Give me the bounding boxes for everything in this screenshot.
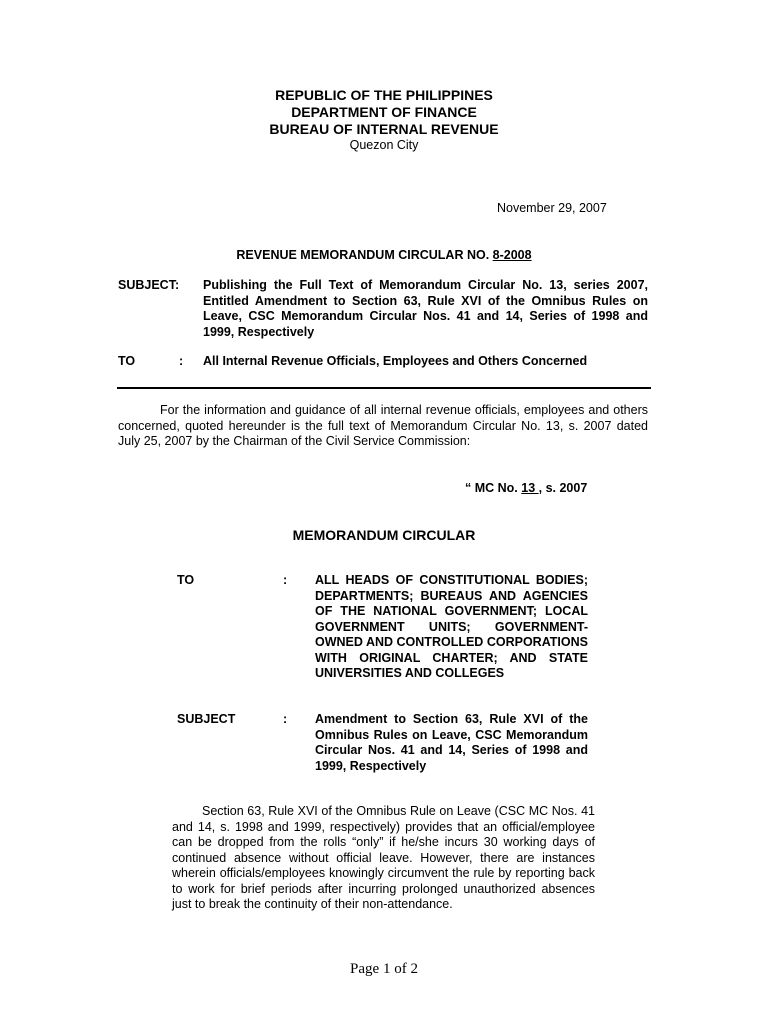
page-footer: Page 1 of 2 bbox=[350, 961, 418, 977]
mc-subject-colon: : bbox=[283, 712, 288, 726]
mc-to-text: ALL HEADS OF CONSTITUTIONAL BODIES; DEPARTMENTS; BUREAUS AND AGENCIES OF THE NATIONAL GOVERNMENT; LOCAL GOVERNMENT UNITS; GOVERNMENT-OWNED AND CONTROLLED CORPORATIONS WITH ORIGINAL CHARTER; AND STATE UNIVERSITIES AND COLLEGES bbox=[315, 573, 588, 680]
mc-reference bbox=[465, 481, 587, 495]
mc-to-label: TO bbox=[177, 573, 195, 587]
mc-ref-number: 13 bbox=[521, 481, 539, 495]
header-department: DEPARTMENT OF FINANCE bbox=[291, 104, 477, 120]
intro-paragraph: For the information and guidance of all internal revenue officials, employees and others concerned, quoted hereunder is the full text of Memorandum Circular No. 13, s. 2007 dated July 25, 2007 by the Chairman of the Civil Service Commission: bbox=[118, 403, 648, 448]
divider-line bbox=[117, 387, 651, 389]
mc-ref-suffix: , s. 2007 bbox=[538, 481, 588, 495]
to-colon: : bbox=[179, 354, 184, 368]
mc-subject-label: SUBJECT bbox=[177, 712, 236, 726]
mc-to-colon: : bbox=[283, 573, 288, 587]
header-bureau: BUREAU OF INTERNAL REVENUE bbox=[269, 121, 499, 137]
mc-ref-prefix: “ MC No. bbox=[465, 481, 522, 495]
circular-title bbox=[0, 248, 768, 262]
mc-title: MEMORANDUM CIRCULAR bbox=[292, 527, 476, 543]
circular-title-prefix: REVENUE MEMORANDUM CIRCULAR NO. bbox=[236, 248, 493, 262]
document-date: November 29, 2007 bbox=[497, 201, 607, 215]
mc-subject-text: Amendment to Section 63, Rule XVI of the Omnibus Rules on Leave, CSC Memorandum Circular Nos. 41 and 14, Series of 1998 and 1999, Respectively bbox=[315, 712, 588, 773]
header-city: Quezon City bbox=[349, 138, 419, 152]
to-text: All Internal Revenue Officials, Employees and Others Concerned bbox=[203, 354, 588, 368]
subject-label: SUBJECT: bbox=[118, 278, 180, 292]
header-republic: REPUBLIC OF THE PHILIPPINES bbox=[275, 87, 493, 103]
body-paragraph: Section 63, Rule XVI of the Omnibus Rule on Leave (CSC MC Nos. 41 and 14, s. 1998 and 1999, respectively) provides that an official/employee can be dropped from the rolls “only” if he/she incurs 30 working days of continued absence without official leave. However, there are instances wherein officials/employees knowingly circumvent the rule by reporting back to work for brief periods after incurring prolonged unauthorized absences just to break the continuity of their non-attendance. bbox=[172, 804, 595, 911]
subject-text: Publishing the Full Text of Memorandum Circular No. 13, series 2007, Entitled Amendment to Section 63, Rule XVI of the Omnibus Rules on Leave, CSC Memorandum Circular Nos. 41 and 14, Series of 1998 and 1999, Respectively bbox=[203, 278, 648, 339]
circular-number: 8-2008 bbox=[492, 248, 532, 262]
to-label: TO bbox=[118, 354, 136, 368]
